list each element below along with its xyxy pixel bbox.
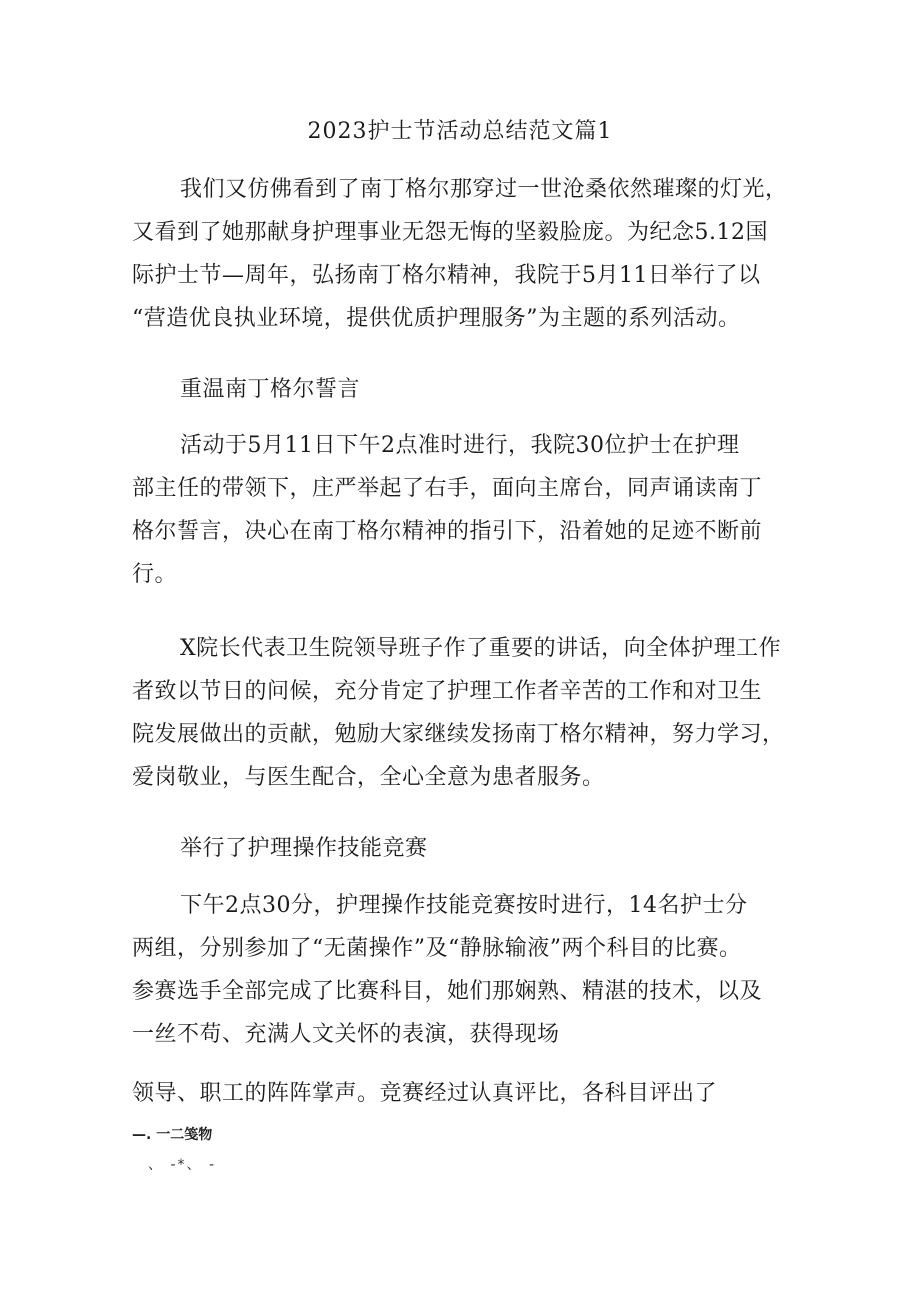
paragraph-line: 领导、职工的阵阵掌声。竞赛经过认真评比，各科目评出了 xyxy=(132,1081,718,1106)
paragraph-line: 爱岗敬业，与医生配合，全心全意为患者服务。 xyxy=(132,765,605,790)
paragraph-speech xyxy=(132,627,812,799)
paragraph-line: 又看到了她那献身护理事业无怨无悔的坚毅脸庞。为纪念5.12国 xyxy=(132,220,768,245)
section-heading-contest xyxy=(132,827,812,870)
paragraph-line: 院发展做出的贡献，勉励大家继续发扬南丁格尔精神，努力学习， xyxy=(132,722,785,747)
paragraph-line: “营造优良执业环境，提供优质护理服务”为主题的系列活动。 xyxy=(132,306,741,331)
ocr-fragment-text: 、 -*、 - xyxy=(148,1157,217,1173)
section-heading-text: 举行了护理操作技能竞赛 xyxy=(180,836,428,861)
paragraph-line: 活动于5月11日下午2点准时进行，我院30位护士在护理 xyxy=(180,433,740,458)
paragraph-line: 行。 xyxy=(132,562,178,587)
section-heading-text: 重温南丁格尔誓言 xyxy=(180,377,361,402)
paragraph-line: 一丝不苟、充满人文关怀的表演，获得现场 xyxy=(132,1022,560,1047)
paragraph-results xyxy=(132,1072,812,1115)
paragraph-line: X院长代表卫生院领导班子作了重要的讲话，向全体护理工作 xyxy=(180,636,782,661)
paragraph-line: 格尔誓言，决心在南丁格尔精神的指引下，沿着她的足迹不断前 xyxy=(132,519,763,544)
paragraph-intro xyxy=(132,168,812,340)
paragraph-contest xyxy=(132,884,812,1056)
section-heading-oath xyxy=(132,368,812,411)
paragraph-line: 者致以节日的问候，充分肯定了护理工作者辛苦的工作和对卫生 xyxy=(132,679,763,704)
paragraph-line: 际护士节—周年，弘扬南丁格尔精神，我院于5月11日举行了以 xyxy=(132,263,761,288)
paragraph-line: 下午2点30分，护理操作技能竞赛按时进行，14名护士分 xyxy=(180,893,748,918)
paragraph-line: 部主任的带领下，庄严举起了右手，面向主席台，同声诵读南丁 xyxy=(132,476,763,501)
document-title: 2023护士节活动总结范文篇1 xyxy=(307,119,613,144)
paragraph-line: 我们又仿佛看到了南丁格尔那穿过一世沧桑依然璀璨的灯光， xyxy=(180,177,788,202)
paragraph-oath xyxy=(132,424,812,596)
paragraph-line: 参赛选手全部完成了比赛科目，她们那娴熟、精湛的技术，以及 xyxy=(132,979,763,1004)
ocr-fragment-text: —. 一二笺物 xyxy=(132,1127,213,1143)
paragraph-line: 两组，分别参加了“无菌操作”及“静脉输液”两个科目的比赛。 xyxy=(132,936,742,961)
